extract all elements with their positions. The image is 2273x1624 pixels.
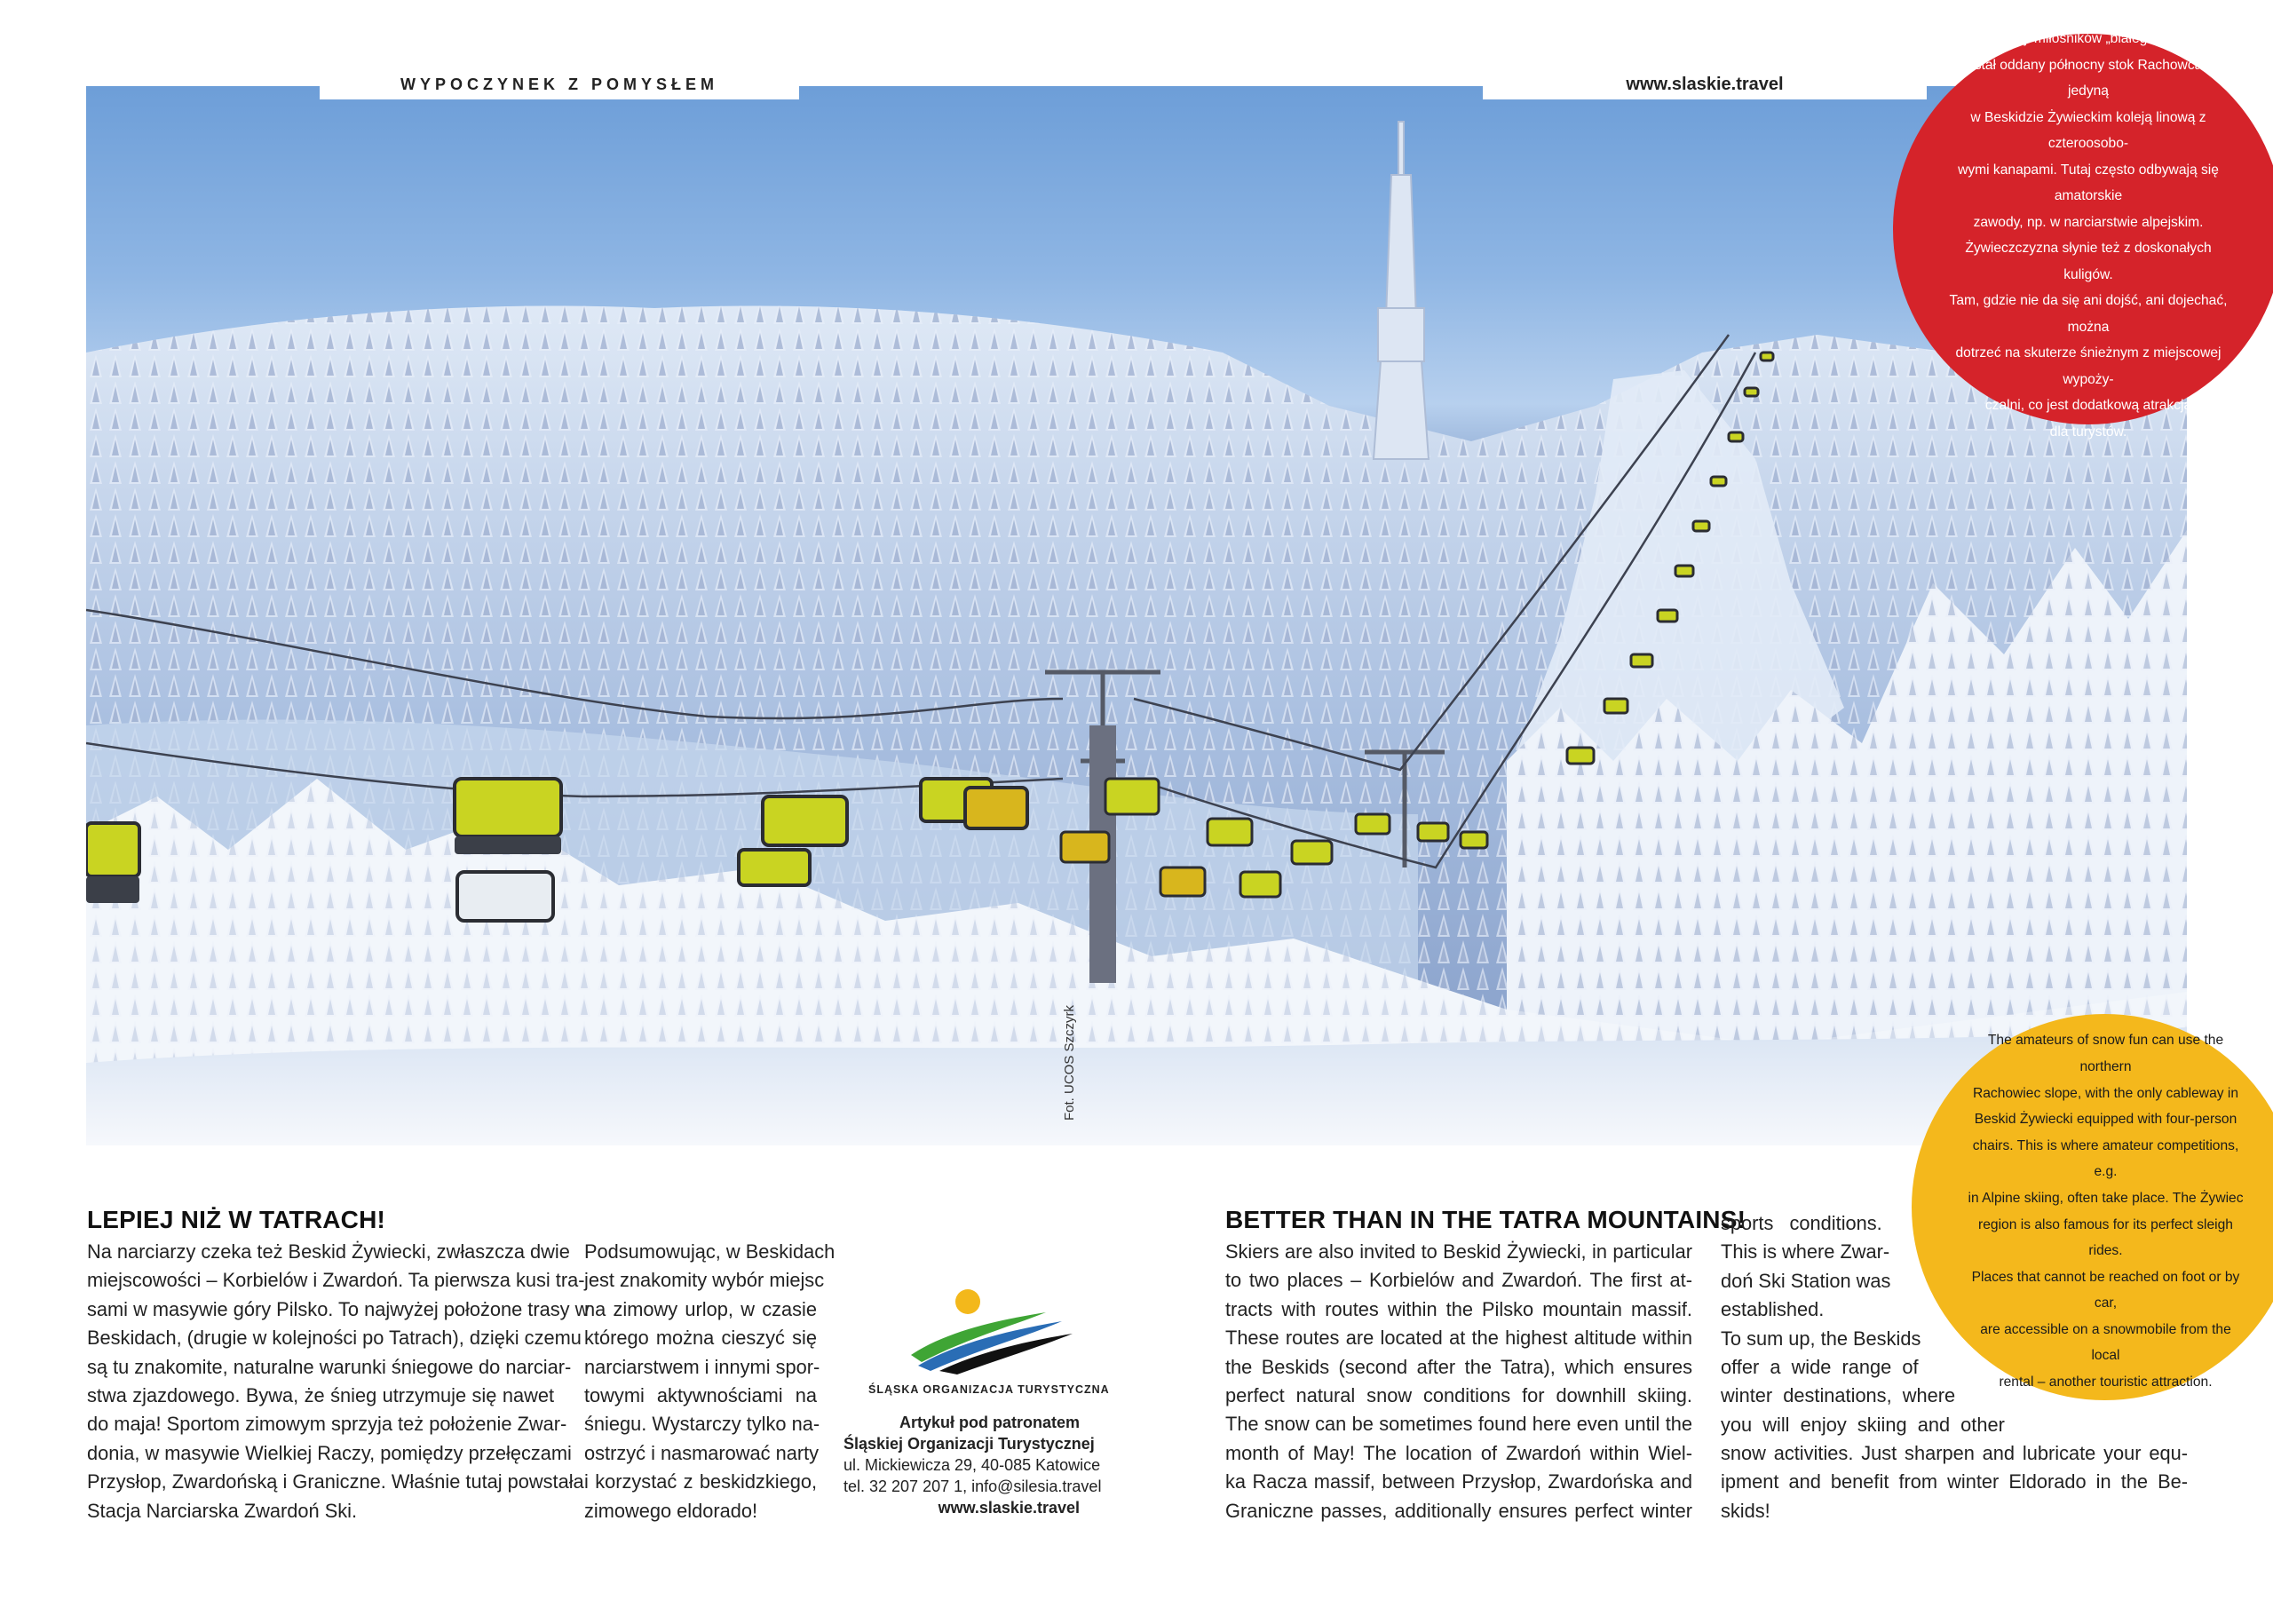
header-section-label: WYPOCZYNEK Z POMYSŁEM: [320, 69, 799, 99]
text-line: czalni, co jest dodatkową atrakcją: [1984, 398, 2192, 413]
text-line: którego można cieszyć się: [584, 1327, 817, 1350]
polish-column-2: [584, 1238, 836, 1525]
text-line: Na narciarzy czeka też Beskid Żywiecki, zwłaszcza dwie: [87, 1240, 570, 1263]
patron-line-1: Artykuł pod patronatem: [899, 1414, 1080, 1431]
text-line: doń Ski Station was: [1721, 1269, 1891, 1292]
tv-tower: [1374, 122, 1429, 459]
text-line: snow activities. Just sharpen and lubricate your equ-: [1721, 1442, 2188, 1464]
text-line: sami w masywie góry Pilsko. To najwyżej położone trasy w: [87, 1297, 590, 1320]
english-column-2-wide: [1721, 1439, 2188, 1525]
text-line: to two places – Korbielów and Zwardoń. The first at-: [1225, 1269, 1692, 1292]
photo-credit: Fot. UCOS Szczyrk: [1062, 1004, 1077, 1121]
text-line: Beskidach, (drugie w kolejności po Tatrach), dzięki czemu: [87, 1327, 582, 1350]
text-line: This is where Zwar-: [1721, 1240, 1890, 1264]
logo-org-name: ŚLĄSKA ORGANIZACJA TURYSTYCZNA: [868, 1383, 1110, 1396]
english-heading: BETTER THAN IN THE TATRA MOUNTAINS!: [1225, 1206, 1746, 1233]
text-line: Skiers are also invited to Beskid Żywiecki, in particular: [1225, 1240, 1692, 1263]
patron-line-2: Śląskiej Organizacji Turystycznej: [843, 1435, 1095, 1453]
polish-column-1: [87, 1238, 590, 1525]
english-column-1: [1225, 1238, 1692, 1525]
text-line: towymi aktywnościami na: [584, 1384, 817, 1407]
text-line: These routes are located at the highest altitude within: [1225, 1327, 1692, 1350]
text-line: donia, w masywie Wielkiej Raczy, pomiędzy przełęczami: [87, 1441, 572, 1464]
silesia-logo-icon: [904, 1286, 1073, 1374]
polish-heading: LEPIEJ NIŻ W TATRACH!: [87, 1206, 386, 1233]
text-line: zimowego eldorado!: [584, 1499, 758, 1522]
text-line: dla turystów.: [2049, 424, 2127, 440]
text-line: Places that cannot be reached on foot or by car,: [1971, 1269, 2240, 1311]
text-line: Graniczne passes, additionally ensures perfect winter: [1225, 1499, 1692, 1522]
text-line: zawody, np. w narciarstwie alpejskim.: [1973, 214, 2204, 230]
text-line: na zimowy urlop, w czasie: [584, 1297, 817, 1320]
text-line: rental – another touristic attraction.: [1999, 1374, 2213, 1390]
text-line: chairs. This is where amateur competitions, e.g.: [1972, 1137, 2239, 1180]
text-line: ostrzyć i nasmarować narty: [584, 1441, 820, 1464]
text-line: offer a wide range of: [1721, 1356, 1919, 1379]
text-line: Beskid Żywiecki equipped with four-person: [1974, 1112, 2237, 1128]
text-line: do maja! Sportom zimowym sprzyja też położenie Zwar-: [87, 1413, 567, 1436]
patron-contact[interactable]: tel. 32 207 207 1, info@silesia.travel: [843, 1477, 1102, 1495]
yellow-info-circle: [1912, 1014, 2273, 1400]
text-line: dotrzeć na skuterze śnieżnym z miejscowej wypoży-: [1955, 345, 2222, 387]
text-line: tracts with routes within the Pilsko mountain massif.: [1225, 1297, 1692, 1320]
text-line: To sum up, the Beskids: [1721, 1327, 1921, 1350]
text-line: the Beskids (second after the Tatra), which ensures: [1225, 1355, 1692, 1378]
text-line: śniegu. Wystarczy tylko na-: [584, 1413, 820, 1436]
patron-block: [843, 1286, 1110, 1525]
text-line: Rachowiec slope, with the only cableway in: [1972, 1085, 2239, 1101]
text-line: Podsumowując, w Beskidach: [584, 1240, 836, 1263]
text-line: in Alpine skiing, often take place. The Żywiec: [1968, 1190, 2244, 1206]
yellow-circle-text: [1965, 1027, 2246, 1395]
text-line: Do dyspozycji miłośników „białego szaleństwa”: [1944, 31, 2232, 46]
text-line: i korzystać z beskidzkiego,: [584, 1470, 817, 1493]
text-line: skids!: [1721, 1499, 1770, 1522]
text-line: są tu znakomite, naturalne warunki śniegowe do narciar-: [87, 1355, 572, 1378]
text-line: narciarstwem i innymi spor-: [584, 1355, 820, 1378]
text-line: jest znakomity wybór miejsc: [584, 1269, 825, 1292]
text-line: winter destinations, where: [1721, 1384, 1956, 1407]
patron-address: ul. Mickiewicza 29, 40-085 Katowice: [843, 1456, 1101, 1474]
text-line: perfect natural snow conditions for downhill skiing.: [1225, 1384, 1692, 1407]
red-circle-text: [1944, 26, 2232, 445]
patron-url[interactable]: www.slaskie.travel: [938, 1499, 1080, 1517]
text-line: w Beskidzie Żywieckim koleją linową z czteroosobo-: [1970, 109, 2206, 151]
text-line: The snow can be sometimes found here even until the: [1225, 1413, 1692, 1436]
text-line: ka Racza massif, between Przysłop, Zwardońska and: [1225, 1470, 1692, 1493]
text-line: you will enjoy skiing and other: [1721, 1413, 2005, 1436]
text-line: established.: [1721, 1298, 1825, 1321]
ski-lift-photo: [86, 86, 2187, 1145]
text-line: Tam, gdzie nie da się ani dojść, ani dojechać, można: [1949, 293, 2228, 335]
text-line: wymi kanapami. Tutaj często odbywają się amatorskie: [1958, 162, 2219, 203]
text-line: ipment and benefit from winter Eldorado in the Be-: [1721, 1470, 2188, 1493]
text-line: miejscowości – Korbielów i Zwardoń. Ta pierwsza kusi tra-: [87, 1269, 585, 1292]
text-line: The amateurs of snow fun can use the northern: [1987, 1033, 2224, 1074]
header-url[interactable]: www.slaskie.travel: [1483, 69, 1927, 99]
text-line: region is also famous for its perfect sleigh rides.: [1978, 1216, 2233, 1259]
text-line: sports conditions.: [1721, 1212, 1882, 1234]
red-info-circle: [1893, 31, 2273, 440]
text-line: stwa zjazdowego. Bywa, że śnieg utrzymuje się nawet: [87, 1384, 554, 1407]
text-line: Przysłop, Zwardońską i Graniczne. Właśnie tutaj powstała: [87, 1470, 584, 1493]
winter-landscape-illustration: [86, 86, 2187, 1145]
text-line: Żywieczczyzna słynie też z doskonałych kuligów.: [1965, 241, 2212, 282]
text-line: Stacja Narciarska Zwardoń Ski.: [87, 1499, 358, 1522]
text-line: został oddany północny stok Rachowca, z jedyną: [1960, 57, 2217, 99]
text-line: month of May! The location of Zwardoń within Wiel-: [1225, 1441, 1692, 1464]
text-line: are accessible on a snowmobile from the local: [1980, 1321, 2231, 1364]
